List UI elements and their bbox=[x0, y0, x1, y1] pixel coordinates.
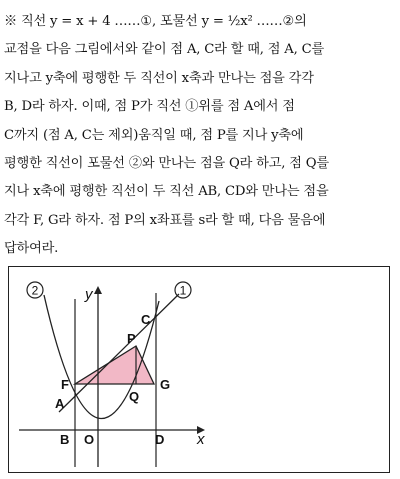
problem-line-2: 교점을 다음 그림에서와 같이 점 A, C라 할 때, 점 A, C를 bbox=[4, 42, 325, 58]
problem-line-5: C까지 (점 A, C는 제외)움직일 때, 점 P를 지나 y축에 bbox=[4, 127, 304, 143]
problem-line-9: 답하여라. bbox=[4, 241, 59, 257]
label-y-axis: y bbox=[85, 286, 93, 303]
label-F: F bbox=[61, 377, 69, 392]
label-A: A bbox=[55, 396, 65, 411]
label-D: D bbox=[155, 432, 165, 447]
circle-1-label: 1 bbox=[179, 283, 187, 298]
problem-line-3: 지나고 y축에 평행한 두 직선이 x축과 만나는 점을 각각 bbox=[4, 70, 314, 86]
triangle-fpg bbox=[75, 346, 154, 384]
label-P: P bbox=[127, 331, 136, 346]
circle-2-label: 2 bbox=[31, 283, 39, 298]
figure-box bbox=[8, 266, 390, 473]
line-1 bbox=[59, 294, 179, 412]
problem-text bbox=[4, 8, 398, 264]
label-C: C bbox=[141, 312, 151, 327]
problem-line-6: 평행한 직선이 포물선 ②와 만나는 점을 Q라 하고, 점 Q를 bbox=[4, 156, 329, 172]
label-G: G bbox=[160, 377, 171, 392]
label-x-axis: x bbox=[197, 431, 205, 448]
label-Q: Q bbox=[129, 389, 140, 404]
problem-line-8: 각각 F, G라 하자. 점 P의 x좌표를 s라 할 때, 다음 물음에 bbox=[4, 212, 326, 228]
problem-line-4: B, D라 하자. 이때, 점 P가 직선 ①위를 점 A에서 점 bbox=[4, 99, 295, 115]
label-O: O bbox=[84, 432, 95, 447]
graph-figure bbox=[9, 267, 389, 472]
problem-line-1: ※ 직선 y = x + 4 ……①, 포물선 y = ½x² ……②의 bbox=[4, 14, 307, 29]
label-B: B bbox=[60, 432, 70, 447]
problem-line-7: 지나 x축에 평행한 직선이 두 직선 AB, CD와 만나는 점을 bbox=[4, 184, 329, 200]
y-axis-arrow bbox=[94, 286, 102, 294]
